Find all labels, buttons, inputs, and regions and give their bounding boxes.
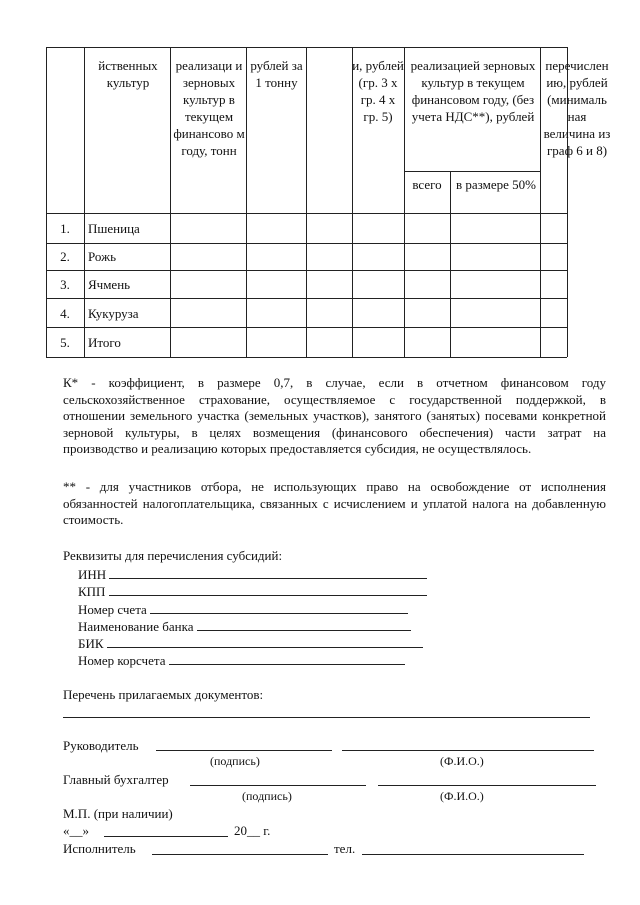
date-year: 20__ г. <box>234 823 271 838</box>
head-label: Руководитель <box>63 738 139 753</box>
header-half: в размере 50% <box>456 177 536 192</box>
note-coefficient: К* - коэффициент, в размере 0,7, в случае, если в отчетном финансовом году сельскохозяйственное страхование, осуществляемое с государственной поддержкой, в отношении земельного участка (земельных участков), занятого (занятых) посевами конкретной зерновой культуры, в целях возмещения (финансового обеспечения) части затрат на производство и реализацию которых предоставляется субсидия, не осуществлялось. <box>63 375 606 457</box>
inn-field[interactable] <box>78 566 427 583</box>
date-quote: «__» <box>63 823 89 838</box>
kpp-field[interactable] <box>78 583 427 600</box>
accountant-fio-caption: (Ф.И.О.) <box>440 789 484 803</box>
header-calc: и, рублей (гр. 3 х гр. 4 х гр. 5) <box>352 58 404 124</box>
header-volume: реализаци и зерновых культур в текущем финансово м году, тонн <box>173 58 245 158</box>
head-sign-caption: (подпись) <box>210 754 260 768</box>
bank-label: Наименование банка <box>78 619 194 634</box>
row-num-3: 3. <box>60 277 70 292</box>
row-name-4: Кукуруза <box>88 306 139 321</box>
executor-label: Исполнитель <box>63 841 136 856</box>
row-name-2: Рожь <box>88 249 116 264</box>
docs-title: Перечень прилагаемых документов: <box>63 687 264 702</box>
corr-field[interactable] <box>78 652 405 669</box>
row-num-2: 2. <box>60 249 70 264</box>
date-line[interactable] <box>104 836 228 837</box>
inn-label: ИНН <box>78 567 107 582</box>
header-costs: реализацией зерновых культур в текущем финансовом году, (без учета НДС**), рублей <box>410 58 536 124</box>
kpp-label: КПП <box>78 584 106 599</box>
bank-field[interactable] <box>78 618 411 635</box>
header-crops: йственных культур <box>98 58 158 90</box>
phone-line[interactable] <box>362 854 584 855</box>
head-fio-caption: (Ф.И.О.) <box>440 754 484 768</box>
accountant-sign-line[interactable] <box>190 785 366 786</box>
row-num-4: 4. <box>60 306 70 321</box>
subsidy-table <box>46 47 611 357</box>
row-num-5: 5. <box>60 335 70 350</box>
requisites-title: Реквизиты для перечисления субсидий: <box>63 548 283 563</box>
accountant-fio-line[interactable] <box>378 785 596 786</box>
head-sign-line[interactable] <box>156 750 332 751</box>
bik-field[interactable] <box>78 635 423 652</box>
account-field[interactable] <box>78 601 408 618</box>
docs-line[interactable] <box>63 717 590 718</box>
row-num-1: 1. <box>60 221 70 236</box>
accountant-sign-caption: (подпись) <box>242 789 292 803</box>
header-transfer: перечислен ию, рублей (минималь ная величина из граф 6 и 8) <box>543 58 611 158</box>
header-total: всего <box>412 177 442 192</box>
head-fio-line[interactable] <box>342 750 594 751</box>
row-name-1: Пшеница <box>88 221 140 236</box>
executor-line[interactable] <box>152 854 328 855</box>
account-label: Номер счета <box>78 602 147 617</box>
bik-label: БИК <box>78 636 104 651</box>
row-name-3: Ячмень <box>88 277 131 292</box>
row-name-5: Итого <box>88 335 121 350</box>
note-nds: ** - для участников отбора, не использующих право на освобождение от исполнения обязанностей налогоплательщика, связанных с исчислением и уплатой налога на добавленную стоимость. <box>63 479 606 528</box>
phone-label: тел. <box>334 841 356 856</box>
corr-label: Номер корсчета <box>78 653 166 668</box>
accountant-label: Главный бухгалтер <box>63 772 169 787</box>
header-rate: рублей за 1 тонну <box>250 58 303 90</box>
stamp-label: М.П. (при наличии) <box>63 806 173 821</box>
